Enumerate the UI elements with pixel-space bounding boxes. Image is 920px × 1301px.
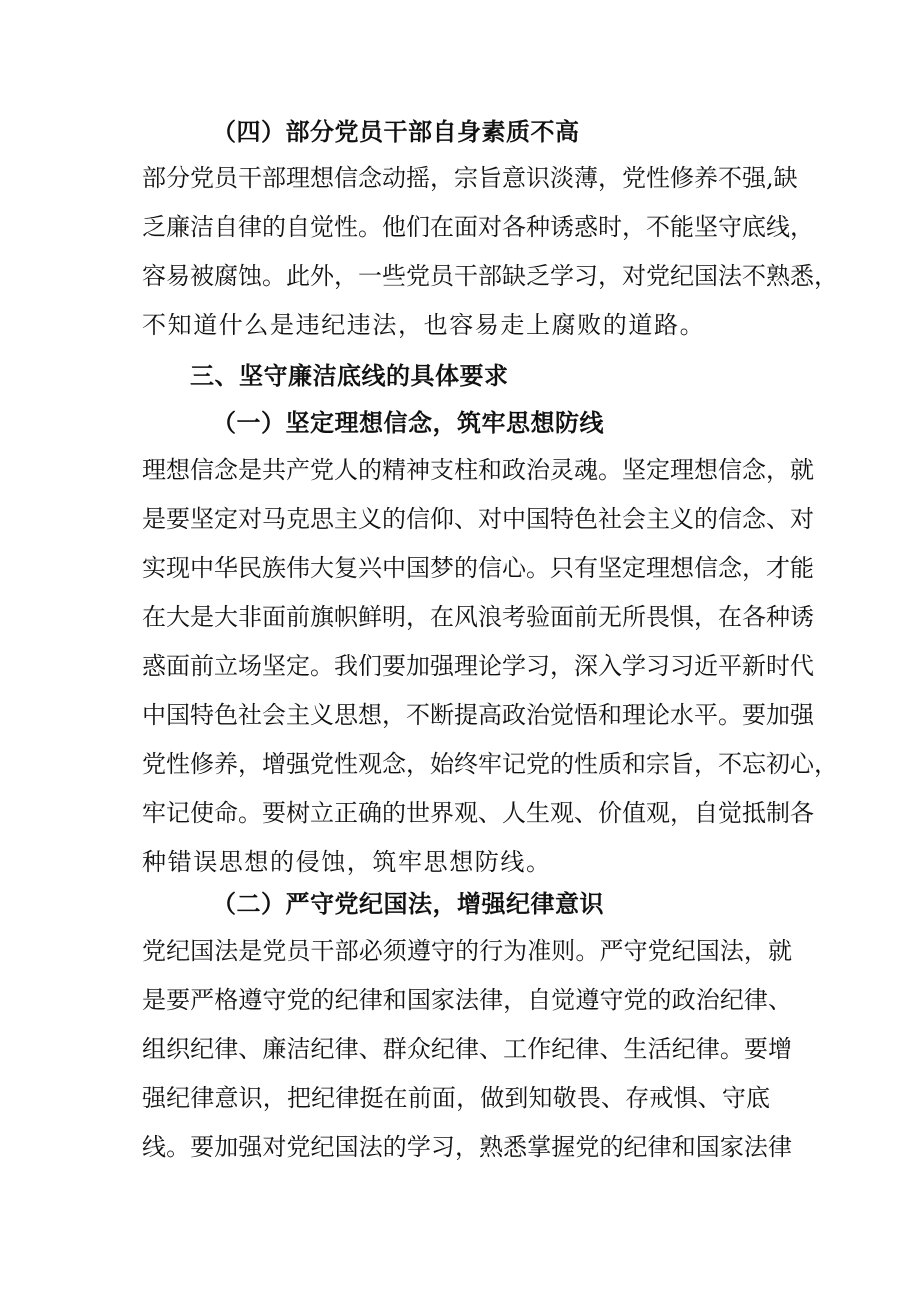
part-3-heading: 三、坚守廉洁底线的具体要求 bbox=[190, 361, 509, 390]
subsection-1-heading: （一）坚定理想信念，筑牢思想防线 bbox=[212, 408, 604, 437]
paragraph-line: 种错误思想的侵蚀，筑牢思想防线。 bbox=[142, 848, 552, 876]
paragraph-line: 是要坚定对马克思主义的信仰、对中国特色社会主义的信念、对 bbox=[142, 505, 814, 533]
paragraph-line: 党纪国法是党员干部必须遵守的行为准则。严守党纪国法，就 bbox=[142, 937, 792, 965]
paragraph-line: 组织纪律、廉洁纪律、群众纪律、工作纪律、生活纪律。要增 bbox=[142, 1035, 792, 1063]
section-4-heading: （四）部分党员干部自身素质不高 bbox=[212, 117, 580, 146]
paragraph-line: 强纪律意识，把纪律挺在前面，做到知敬畏、存戒惧、守底 bbox=[142, 1084, 770, 1112]
paragraph-line: 是要严格遵守党的纪律和国家法律，自觉遵守党的政治纪律、 bbox=[142, 986, 792, 1014]
paragraph-line: 理想信念是共产党人的精神支柱和政治灵魂。坚定理想信念，就 bbox=[142, 456, 814, 484]
paragraph-line: 部分党员干部理想信念动摇，宗旨意识淡薄，党性修养不强,缺 bbox=[142, 164, 798, 192]
paragraph-line: 实现中华民族伟大复兴中国梦的信心。只有坚定理想信念，才能 bbox=[142, 554, 814, 582]
paragraph-line: 惑面前立场坚定。我们要加强理论学习，深入学习习近平新时代 bbox=[142, 652, 814, 680]
subsection-1-paragraph bbox=[142, 446, 838, 887]
subsection-2-heading: （二）严守党纪国法，增强纪律意识 bbox=[212, 889, 604, 918]
paragraph-line: 党性修养，增强党性观念，始终牢记党的性质和宗旨，不忘初心， bbox=[142, 750, 838, 778]
paragraph-line: 线。要加强对党纪国法的学习，熟悉掌握党的纪律和国家法律 bbox=[142, 1133, 792, 1161]
paragraph-line: 乏廉洁自律的自觉性。他们在面对各种诱惑时，不能坚守底线， bbox=[142, 213, 814, 241]
section-4-paragraph bbox=[142, 154, 838, 350]
paragraph-line: 容易被腐蚀。此外，一些党员干部缺乏学习，对党纪国法不熟悉， bbox=[142, 262, 838, 290]
paragraph-line: 中国特色社会主义思想，不断提高政治觉悟和理论水平。要加强 bbox=[142, 701, 814, 729]
paragraph-line: 在大是大非面前旗帜鲜明，在风浪考验面前无所畏惧，在各种诱 bbox=[142, 603, 814, 631]
subsection-2-paragraph bbox=[142, 927, 792, 1172]
paragraph-line: 不知道什么是违纪违法，也容易走上腐败的道路。 bbox=[142, 311, 706, 339]
paragraph-line: 牢记使命。要树立正确的世界观、人生观、价值观，自觉抵制各 bbox=[142, 799, 814, 827]
